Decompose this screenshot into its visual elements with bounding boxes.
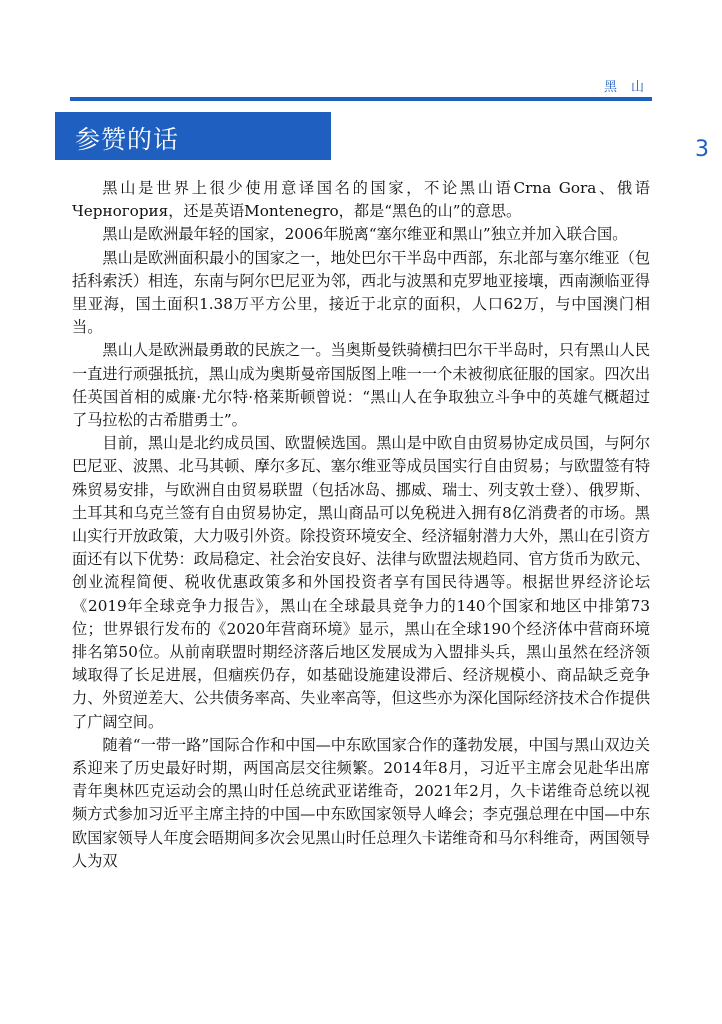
paragraph: 黑山是欧洲面积最小的国家之一，地处巴尔干半岛中西部，东北部与塞尔维亚（包括科索沃）相连，东南与阿尔巴尼亚为邻，西北与波黑和克罗地亚接壤，西南濒临亚得里亚海，国土面积1.38万平方公里，接近于北京的面积，人口62万，与中国澳门相当。 xyxy=(72,248,650,337)
header-rule xyxy=(70,97,652,101)
paragraph: 黑山人是欧洲最勇敢的民族之一。当奥斯曼铁骑横扫巴尔干半岛时，只有黑山人民一直进行顽强抵抗，黑山成为奥斯曼帝国版图上唯一一个未被彻底征服的国家。四次出任英国首相的威廉·尤尔特·格莱斯顿曾说：“黑山人在争取独立斗争中的英雄气概超过了马拉松的古希腊勇士”。 xyxy=(72,341,650,430)
running-head: 黑山 xyxy=(604,80,659,95)
paragraph: 随着“一带一路”国际合作和中国—中东欧国家合作的蓬勃发展，中国与黑山双边关系迎来了历史最好时期，两国高层交往频繁。2014年8月，习近平主席会见赴华出席青年奥林匹克运动会的黑山时任总统武亚诺维奇，2021年2月，久卡诺维奇总统以视频方式参加习近平主席主持的中国—中东欧国家领导人峰会；李克强总理在中国—中东欧国家领导人年度会晤期间多次会见黑山时任总理久卡诺维奇和马尔科维奇，两国领导人为双 xyxy=(72,735,650,870)
body-text xyxy=(72,177,650,873)
paragraph: 黑山是世界上很少使用意译国名的国家，不论黑山语Crna Gora、俄语Черногория，还是英语Montenegro，都是“黑色的山”的意思。 xyxy=(72,179,650,221)
paragraph: 目前，黑山是北约成员国、欧盟候选国。黑山是中欧自由贸易协定成员国，与阿尔巴尼亚、波黑、北马其顿、摩尔多瓦、塞尔维亚等成员国实行自由贸易；与欧盟签有特殊贸易安排，与欧洲自由贸易联盟（包括冰岛、挪威、瑞士、列支敦士登）、俄罗斯、土耳其和乌克兰签有自由贸易协定，黑山商品可以免税进入拥有8亿消费者的市场。黑山实行开放政策，大力吸引外资。除投资环境安全、经济辐射潜力大外，黑山在引资方面还有以下优势：政局稳定、社会治安良好、法律与欧盟法规趋同、官方货币为欧元、创业流程简便、税收优惠政策多和外国投资者享有国民待遇等。根据世界经济论坛《2019年全球竞争力报告》，黑山在全球最具竞争力的140个国家和地区中排第73位；世界银行发布的《2020年营商环境》显示，黑山在全球190个经济体中营商环境排名第50位。从前南联盟时期经济落后地区发展成为入盟排头兵，黑山虽然在经济领域取得了长足进展，但痼疾仍存，如基础设施建设滞后、经济规模小、商品缺乏竞争力、外贸逆差大、公共债务率高、失业率高等，但这些亦为深化国际经济技术合作提供了广阔空间。 xyxy=(72,434,650,731)
section-title: 参赞的话 xyxy=(75,125,180,154)
paragraph: 黑山是欧洲最年轻的国家，2006年脱离“塞尔维亚和黑山”独立并加入联合国。 xyxy=(102,225,628,244)
section-title-band xyxy=(55,112,331,160)
page-number: 3 xyxy=(695,137,709,162)
